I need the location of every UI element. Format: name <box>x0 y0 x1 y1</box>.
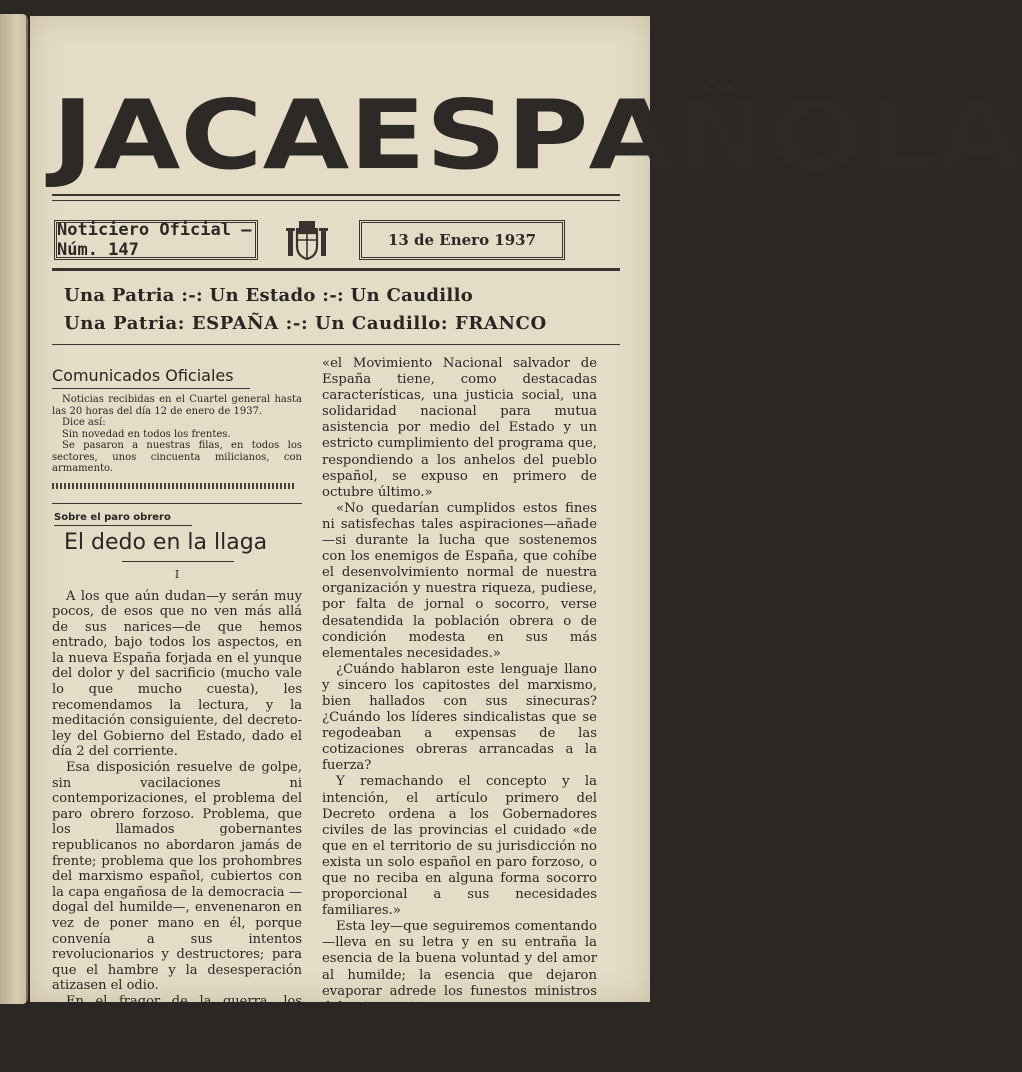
section-numeral: I <box>174 567 180 581</box>
masthead-letter: S <box>425 80 507 191</box>
motto-rule <box>52 344 620 345</box>
masthead-letter: C <box>180 80 263 191</box>
headline-rule <box>122 561 234 562</box>
masthead-letter: E <box>349 80 426 191</box>
motto-line-2: Una Patria: ESPAÑA :-: Un Caudillo: FRANCO <box>64 313 547 334</box>
masthead-letter: L <box>864 80 936 191</box>
masthead-letter: J <box>52 80 94 191</box>
article-body-right <box>322 356 597 1016</box>
comunicados-line: Dice así: <box>62 417 106 428</box>
section-divider <box>52 483 296 489</box>
masthead-letter: A <box>93 80 181 191</box>
article-headline: El dedo en la llaga <box>64 529 268 555</box>
masthead-letter: O <box>768 80 865 191</box>
comunicados-section <box>52 366 302 489</box>
comunicados-title: Comunicados Oficiales <box>52 366 234 385</box>
article-paragraph: En el fragor de la guerra, los constructores del nuevo Estado se acuerdan del trabajador, porque, como dice el preámbulo de la aludida disposición, <box>52 993 302 1072</box>
masthead-letter: A <box>262 80 350 191</box>
issue-date: 13 de Enero 1937 <box>387 231 537 249</box>
newspaper-page <box>30 16 1022 1072</box>
masthead-letter: P <box>506 80 589 191</box>
masthead-rule-thin <box>52 200 620 201</box>
author-signature: Ricardo DEL ARCO <box>497 1019 589 1031</box>
article-paragraph: Esta ley—que seguiremos comentando—lleva en su letra y en su entraña la esencia de la buena voluntad y del amor al humilde; la esencia que dejaron evaporar adrede los funestos ministros del quinquenio. <box>322 919 597 1015</box>
masthead-letter: Ñ <box>675 80 769 191</box>
kicker-underline <box>54 525 192 526</box>
comunicados-underline <box>52 388 250 389</box>
motto-line-1: Una Patria :-: Un Estado :-: Un Caudillo <box>64 285 474 306</box>
article-top-rule <box>52 503 302 504</box>
left-column <box>52 356 302 1072</box>
right-column <box>322 356 597 1031</box>
issue-number-text: Noticiero Oficial — Núm. 147 <box>57 220 252 260</box>
masthead-letter: A <box>588 80 676 191</box>
issue-number-box <box>54 220 258 260</box>
masthead-rule-top <box>52 194 620 196</box>
comunicados-line: Se pasaron a nuestras filas, en todos los sectores, unos cincuenta milicianos, con armamento. <box>52 440 302 474</box>
date-box <box>359 220 565 260</box>
comunicados-line: Sin novedad en todos los frentes. <box>62 428 231 440</box>
header-rule-bottom <box>52 268 620 271</box>
comunicados-line: Noticias recibidas en el Cuartel general hasta las 20 horas del día 12 de enero de 1937. <box>52 394 302 417</box>
masthead-letter: A <box>935 80 1022 191</box>
article-paragraph: «No quedarían cumplidos estos fines ni satisfechas tales aspiraciones—añade—si durante la lucha que sostenemos con los enemigos de España, que cohíbe el desenvolvimiento normal de nuestra organización y nuestra riqueza, pudiese, por falta de jornal o socorro, verse desatendida la población obrera o de condición modesta en sus más elementales necesidades.» <box>322 500 597 661</box>
article-kicker: Sobre el paro obrero <box>54 511 171 523</box>
coat-of-arms-icon <box>285 218 329 262</box>
article-paragraph: Y remachando el concepto y la intención, el artículo primero del Decreto ordena a los Gobernadores civiles de las provincias el cuidado «de que en el territorio de su jurisdicción no exista un solo español en paro forzoso, o que no reciba en alguna forma socorro proporcional a sus necesidades familiares.» <box>322 774 597 919</box>
article-body-left <box>52 589 302 1072</box>
masthead-title <box>52 76 1022 195</box>
article-paragraph: ¿Cuándo hablaron este lenguaje llano y sincero los capitostes del marxismo, bien hallados con sus sinecuras? ¿Cuándo los líderes sindicalistas que se regodeaban a expensas de las cotizaciones obreras arrancadas a la fuerza? <box>322 661 597 774</box>
article-paragraph: Esa disposición resuelve de golpe, sin vacilaciones ni contemporizaciones, el problema del paro obrero forzoso. Problema, que los llamados gobernantes republicanos no abordaron jamás de frente; problema que los prohombres del marxismo español, cubiertos con la capa engañosa de la democracia —dogal del humilde—, envenenaron en vez de poner mano en él, porque convenía a sus intentos revolucionarios y destructores; para que el hambre y la desesperación atizasen el odio. <box>52 760 302 994</box>
article-paragraph: «el Movimiento Nacional salvador de España tiene, como destacadas características, una justicia social, una solidaridad nacional para mutua asistencia por medio del Estado y un estricto cumplimiento del programa que, respondiendo a los anhelos del pueblo español, se expuso en primero de octubre último.» <box>322 356 597 500</box>
article-paragraph: A los que aún dudan—y serán muy pocos, de esos que no ven más allá de sus narices—de que hemos entrado, bajo todos los aspectos, en la nueva España forjada en el yunque del dolor y del sacrificio (mucho vale lo que mucho cuesta), les recomendamos la lectura, y la meditación consiguiente, del decreto-ley del Gobierno del Estado, dado el día 2 del corriente. <box>52 588 302 760</box>
facing-page-edge <box>0 14 28 1004</box>
